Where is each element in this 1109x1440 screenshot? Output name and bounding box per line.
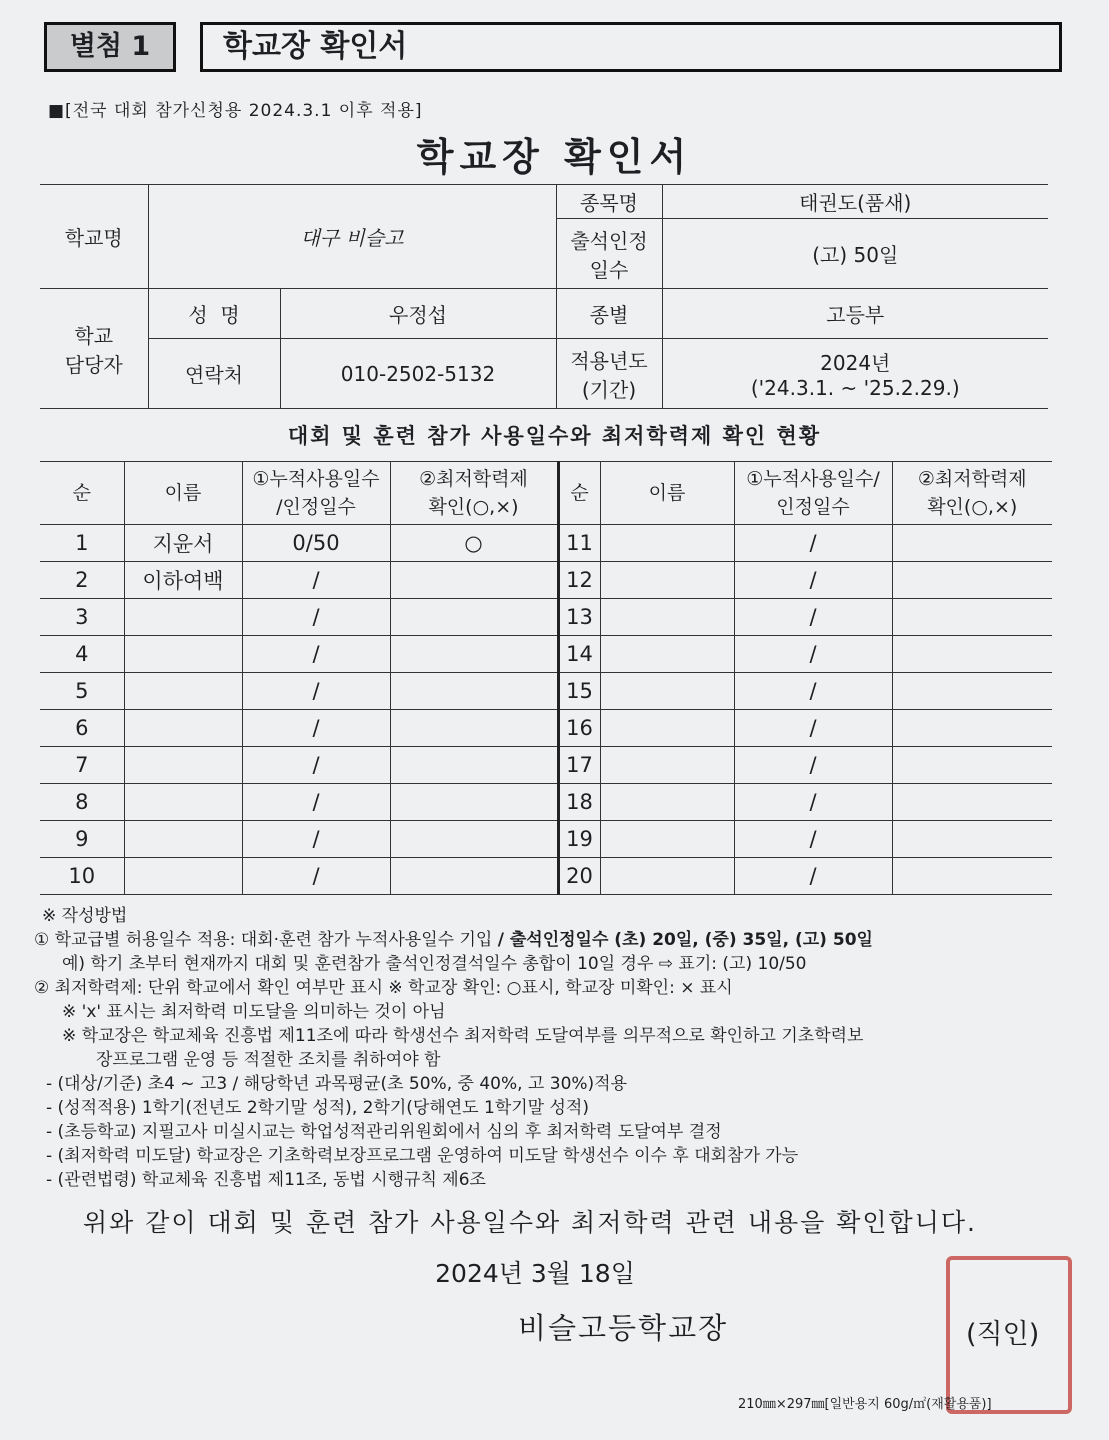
guide-detail-5: - (관련법령) 학교체육 진흥법 제11조, 동법 시행규칙 제6조	[46, 1170, 486, 1190]
row-days: /	[242, 821, 390, 858]
table-row	[40, 821, 1052, 858]
page-title: 학교장 확인서	[416, 135, 693, 179]
row-check-right	[892, 784, 1052, 821]
seal-label: (직인)	[966, 1319, 1040, 1350]
table-row	[40, 525, 1052, 562]
row-days-right: /	[734, 710, 892, 747]
name-label: 성 명	[148, 289, 280, 339]
row-no: 6	[40, 710, 124, 747]
row-name-right	[600, 673, 734, 710]
row-name-right	[600, 599, 734, 636]
row-days-right: /	[734, 784, 892, 821]
col-minimum-right: ②최저학력제 확인(○,×)	[892, 462, 1052, 525]
col-no-right: 순	[558, 462, 600, 525]
row-check-right	[892, 599, 1052, 636]
principal-name: 비슬고등학교장	[518, 1311, 729, 1345]
table-row	[40, 784, 1052, 821]
guide-sub-1: ※ 'x' 표시는 최저학력 미도달을 의미하는 것이 아님	[62, 1002, 446, 1022]
row-no: 5	[40, 673, 124, 710]
row-no: 1	[40, 525, 124, 562]
row-days: /	[242, 858, 390, 895]
row-days-right: /	[734, 525, 892, 562]
row-check-right	[892, 858, 1052, 895]
row-days-right: /	[734, 562, 892, 599]
row-days: /	[242, 784, 390, 821]
participation-table	[40, 461, 1052, 895]
row-days: /	[242, 747, 390, 784]
row-days: /	[242, 636, 390, 673]
year-value: 2024년 ('24.3.1. ~ '25.2.29.)	[662, 339, 1048, 409]
row-no-right: 20	[558, 858, 600, 895]
info-table	[40, 184, 1048, 409]
attendance-value: (고) 50일	[662, 219, 1048, 289]
row-days: 0/50	[242, 525, 390, 562]
row-no-right: 18	[558, 784, 600, 821]
guide-item-2: ② 최저학력제: 단위 학교에서 확인 여부만 표시 ※ 학교장 확인: ○표시, 학교장 미확인: × 표시	[34, 978, 733, 998]
row-check	[390, 710, 558, 747]
table-row	[40, 562, 1052, 599]
guide-sub-2b: 장프로그램 운영 등 적절한 조치를 취하여야 함	[96, 1050, 441, 1070]
manager-label: 학교 담당자	[40, 289, 148, 409]
category-value: 고등부	[662, 289, 1048, 339]
table-row	[40, 636, 1052, 673]
col-days: ①누적사용일수 /인정일수	[242, 462, 390, 525]
notice-text: ■[전국 대회 참가신청용 2024.3.1 이후 적용]	[48, 101, 423, 121]
row-no-right: 11	[558, 525, 600, 562]
attachment-label: 별첨 1	[44, 22, 176, 72]
row-name	[124, 599, 242, 636]
row-days-right: /	[734, 858, 892, 895]
contact-label: 연락처	[148, 339, 280, 409]
row-check-right	[892, 562, 1052, 599]
confirmation-statement: 위와 같이 대회 및 훈련 참가 사용일수와 최저학력 관련 내용을 확인합니다.	[83, 1208, 977, 1237]
row-name	[124, 821, 242, 858]
name-value: 우정섭	[280, 289, 556, 339]
row-name-right	[600, 525, 734, 562]
row-no: 4	[40, 636, 124, 673]
event-value: 태권도(품새)	[662, 185, 1048, 219]
row-no: 2	[40, 562, 124, 599]
row-days-right: /	[734, 599, 892, 636]
row-check	[390, 784, 558, 821]
row-name-right	[600, 858, 734, 895]
col-name: 이름	[124, 462, 242, 525]
row-no-right: 14	[558, 636, 600, 673]
table-row	[40, 599, 1052, 636]
school-name-value: 대구 비슬고	[148, 185, 556, 289]
row-days-right: /	[734, 747, 892, 784]
contact-value: 010-2502-5132	[280, 339, 556, 409]
col-no: 순	[40, 462, 124, 525]
row-name: 지윤서	[124, 525, 242, 562]
attendance-label: 출석인정 일수	[556, 219, 662, 289]
guide-sub-2: ※ 학교장은 학교체육 진흥법 제11조에 따라 학생선수 최저학력 도달여부를 의무적으로 확인하고 기초학력보	[62, 1026, 864, 1046]
row-name	[124, 858, 242, 895]
row-no-right: 15	[558, 673, 600, 710]
row-check-right	[892, 673, 1052, 710]
row-no: 9	[40, 821, 124, 858]
row-check	[390, 858, 558, 895]
row-name	[124, 636, 242, 673]
guide-example: 예) 학기 초부터 현재까지 대회 및 훈련참가 출석인정결석일수 총합이 10일 경우 ⇨ 표기: (고) 10/50	[62, 954, 807, 974]
row-no-right: 12	[558, 562, 600, 599]
issue-date: 2024년 3월 18일	[435, 1259, 635, 1288]
table-row	[40, 747, 1052, 784]
row-check	[390, 747, 558, 784]
row-check-right	[892, 525, 1052, 562]
row-name-right	[600, 562, 734, 599]
event-label: 종목명	[556, 185, 662, 219]
row-check-right	[892, 636, 1052, 673]
row-name-right	[600, 710, 734, 747]
row-days-right: /	[734, 821, 892, 858]
row-name-right	[600, 747, 734, 784]
row-name	[124, 710, 242, 747]
table-row	[40, 858, 1052, 895]
row-check	[390, 599, 558, 636]
paper-spec: 210㎜×297㎜[일반용지 60g/㎡(재활용품)]	[738, 1397, 992, 1412]
row-days: /	[242, 710, 390, 747]
school-name-label: 학교명	[40, 185, 148, 289]
col-name-right: 이름	[600, 462, 734, 525]
row-no: 7	[40, 747, 124, 784]
row-no-right: 16	[558, 710, 600, 747]
row-check: ○	[390, 525, 558, 562]
row-days: /	[242, 673, 390, 710]
row-name	[124, 784, 242, 821]
row-no: 10	[40, 858, 124, 895]
row-check-right	[892, 747, 1052, 784]
row-name-right	[600, 821, 734, 858]
row-no-right: 19	[558, 821, 600, 858]
row-check	[390, 636, 558, 673]
guide-detail-4: - (최저학력 미도달) 학교장은 기초학력보장프로그램 운영하여 미도달 학생선수 이수 후 대회참가 가능	[46, 1146, 799, 1166]
row-days-right: /	[734, 636, 892, 673]
row-check	[390, 673, 558, 710]
col-minimum: ②최저학력제 확인(○,×)	[390, 462, 558, 525]
row-check	[390, 821, 558, 858]
row-no-right: 17	[558, 747, 600, 784]
guide-heading: ※ 작성방법	[42, 906, 128, 926]
category-label: 종별	[556, 289, 662, 339]
row-days-right: /	[734, 673, 892, 710]
status-title: 대회 및 훈련 참가 사용일수와 최저학력제 확인 현황	[287, 424, 822, 448]
row-no-right: 13	[558, 599, 600, 636]
row-days: /	[242, 562, 390, 599]
row-check-right	[892, 710, 1052, 747]
row-days: /	[242, 599, 390, 636]
row-name	[124, 673, 242, 710]
guide-detail-1: - (대상/기준) 초4 ~ 고3 / 해당학년 과목평균(초 50%, 중 40%, 고 30%)적용	[46, 1074, 628, 1094]
header-title-box: 학교장 확인서	[200, 22, 1062, 72]
row-name: 이하여백	[124, 562, 242, 599]
row-name-right	[600, 784, 734, 821]
row-name-right	[600, 636, 734, 673]
row-name	[124, 747, 242, 784]
year-label: 적용년도 (기간)	[556, 339, 662, 409]
guide-detail-3: - (초등학교) 지필고사 미실시교는 학업성적관리위원회에서 심의 후 최저학력 도달여부 결정	[46, 1122, 722, 1142]
row-no: 8	[40, 784, 124, 821]
row-check-right	[892, 821, 1052, 858]
guide-item-1: ① 학교급별 허용일수 적용: 대회·훈련 참가 누적사용일수 기입 / 출석인정일수 (초) 20일, (중) 35일, (고) 50일	[34, 930, 873, 950]
table-row	[40, 673, 1052, 710]
guide-detail-2: - (성적적용) 1학기(전년도 2학기말 성적), 2학기(당해연도 1학기말 성적)	[46, 1098, 589, 1118]
table-row	[40, 710, 1052, 747]
col-days-right: ①누적사용일수/ 인정일수	[734, 462, 892, 525]
writing-guide	[34, 904, 873, 1192]
row-no: 3	[40, 599, 124, 636]
row-check	[390, 562, 558, 599]
